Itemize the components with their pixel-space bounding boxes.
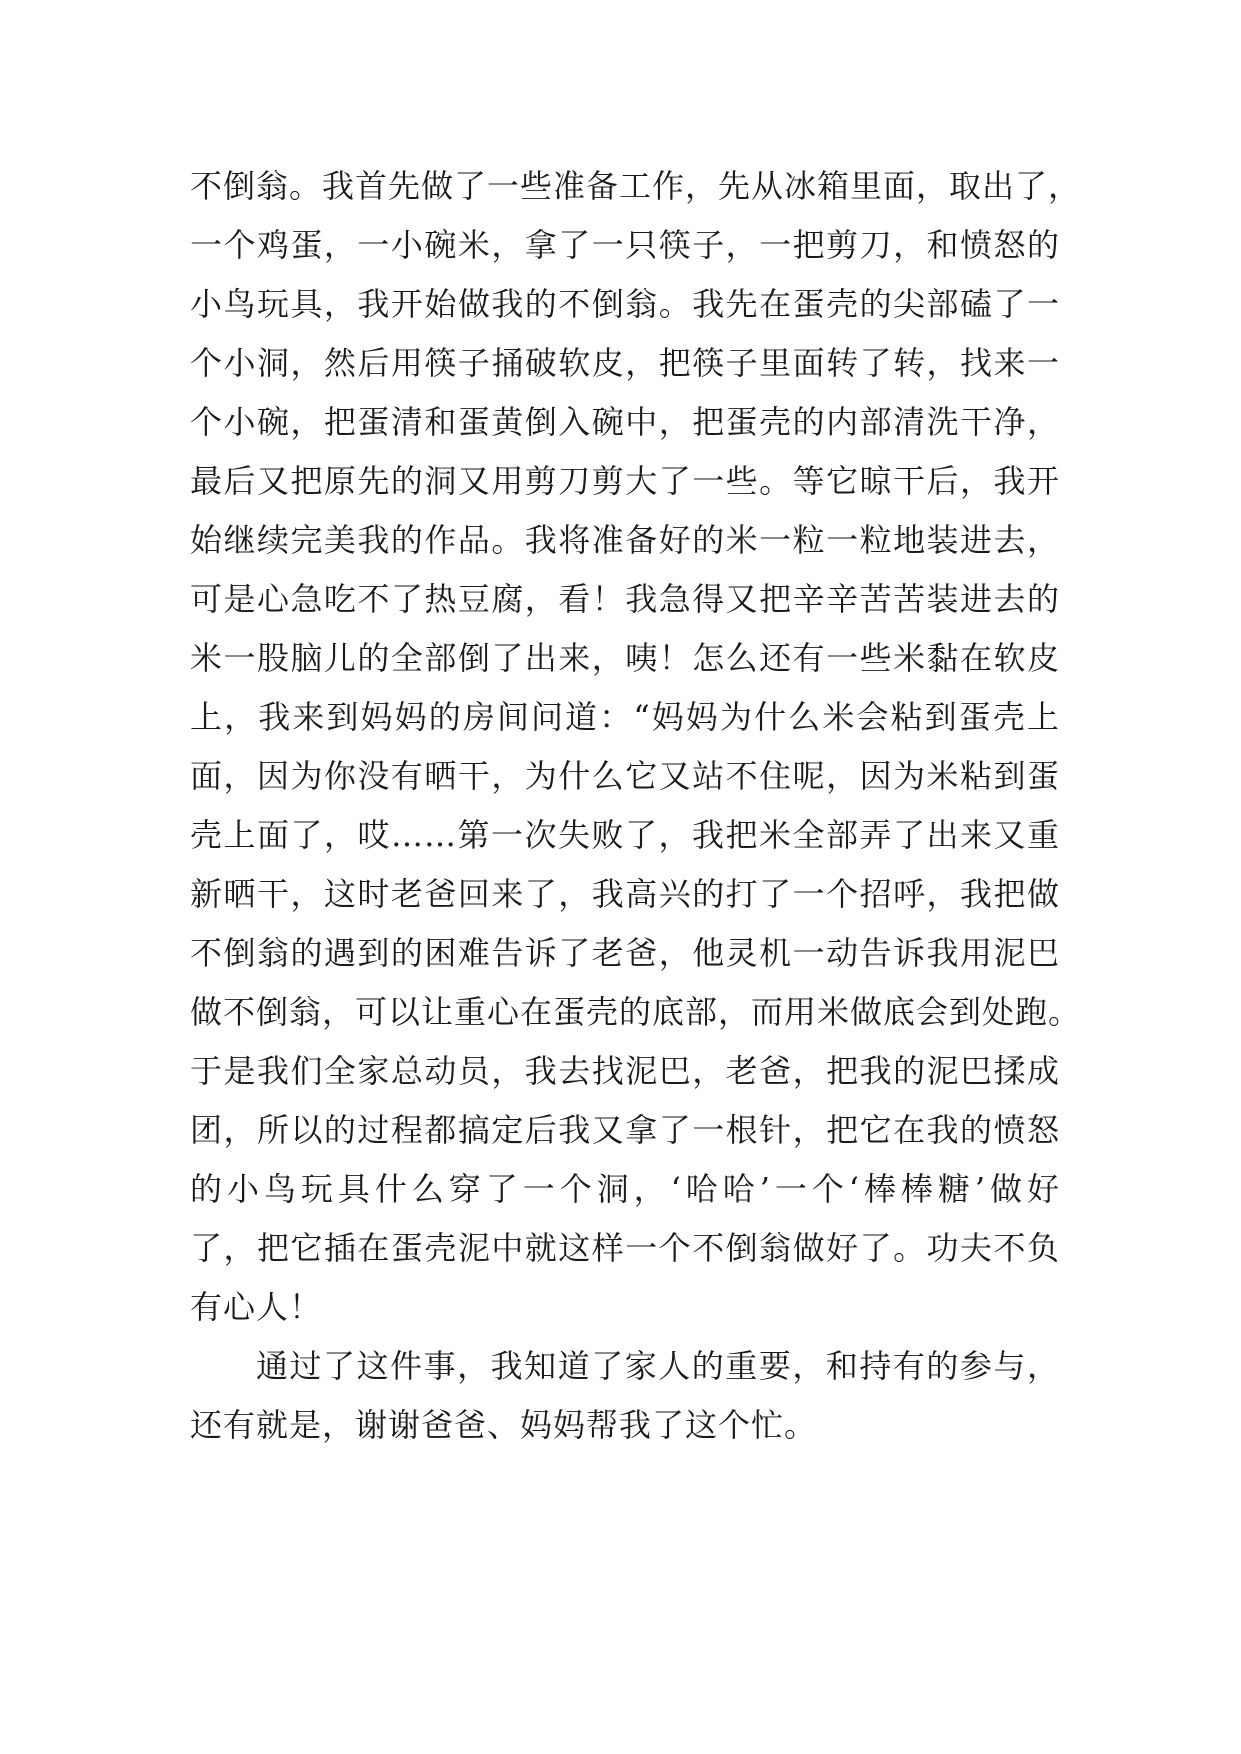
text-line: 的小鸟玩具什么穿了一个洞，‘哈哈’一个‘棒棒糖’做好 <box>190 1170 1060 1208</box>
text-line: 做不倒翁，可以让重心在蛋壳的底部，而用米做底会到处跑。 <box>190 993 1082 1031</box>
text-line: 始继续完美我的作品。我将准备好的米一粒一粒地装进去， <box>190 521 1060 559</box>
text-line: 个小碗，把蛋清和蛋黄倒入碗中，把蛋壳的内部清洗干净， <box>190 403 1060 441</box>
paragraph-first-line: 通过了这件事，我知道了家人的重要，和持有的参与， <box>256 1347 1060 1385</box>
text-line: 一个鸡蛋，一小碗米，拿了一只筷子，一把剪刀，和愤怒的 <box>190 226 1060 264</box>
text-line: 不倒翁的遇到的困难告诉了老爸，他灵机一动告诉我用泥巴 <box>190 934 1060 972</box>
text-line: 团，所以的过程都搞定后我又拿了一根针，把它在我的愤怒 <box>190 1111 1060 1149</box>
text-line: 上，我来到妈妈的房间问道：“妈妈为什么米会粘到蛋壳上 <box>190 698 1060 736</box>
text-line: 有心人！ <box>190 1288 323 1326</box>
text-line: 还有就是，谢谢爸爸、妈妈帮我了这个忙。 <box>190 1406 818 1444</box>
body-text <box>190 157 1082 1455</box>
text-line: 新晒干，这时老爸回来了，我高兴的打了一个招呼，我把做 <box>190 875 1060 913</box>
text-line: 个小洞，然后用筷子捅破软皮，把筷子里面转了转，找来一 <box>190 344 1060 382</box>
text-line: 于是我们全家总动员，我去找泥巴，老爸，把我的泥巴揉成 <box>190 1052 1060 1090</box>
text-line: 不倒翁。我首先做了一些准备工作，先从冰箱里面，取出了， <box>190 167 1082 205</box>
text-line: 壳上面了，哎……第一次失败了，我把米全部弄了出来又重 <box>190 816 1060 854</box>
text-line: 可是心急吃不了热豆腐，看！我急得又把辛辛苦苦装进去的 <box>190 580 1060 618</box>
text-line: 了，把它插在蛋壳泥中就这样一个不倒翁做好了。功夫不负 <box>190 1229 1060 1267</box>
text-line: 小鸟玩具，我开始做我的不倒翁。我先在蛋壳的尖部磕了一 <box>190 285 1060 323</box>
text-line: 米一股脑儿的全部倒了出来，咦！怎么还有一些米黏在软皮 <box>190 639 1060 677</box>
text-line: 最后又把原先的洞又用剪刀剪大了一些。等它晾干后，我开 <box>190 462 1060 500</box>
text-line: 面，因为你没有晒干，为什么它又站不住呢，因为米粘到蛋 <box>190 757 1060 795</box>
